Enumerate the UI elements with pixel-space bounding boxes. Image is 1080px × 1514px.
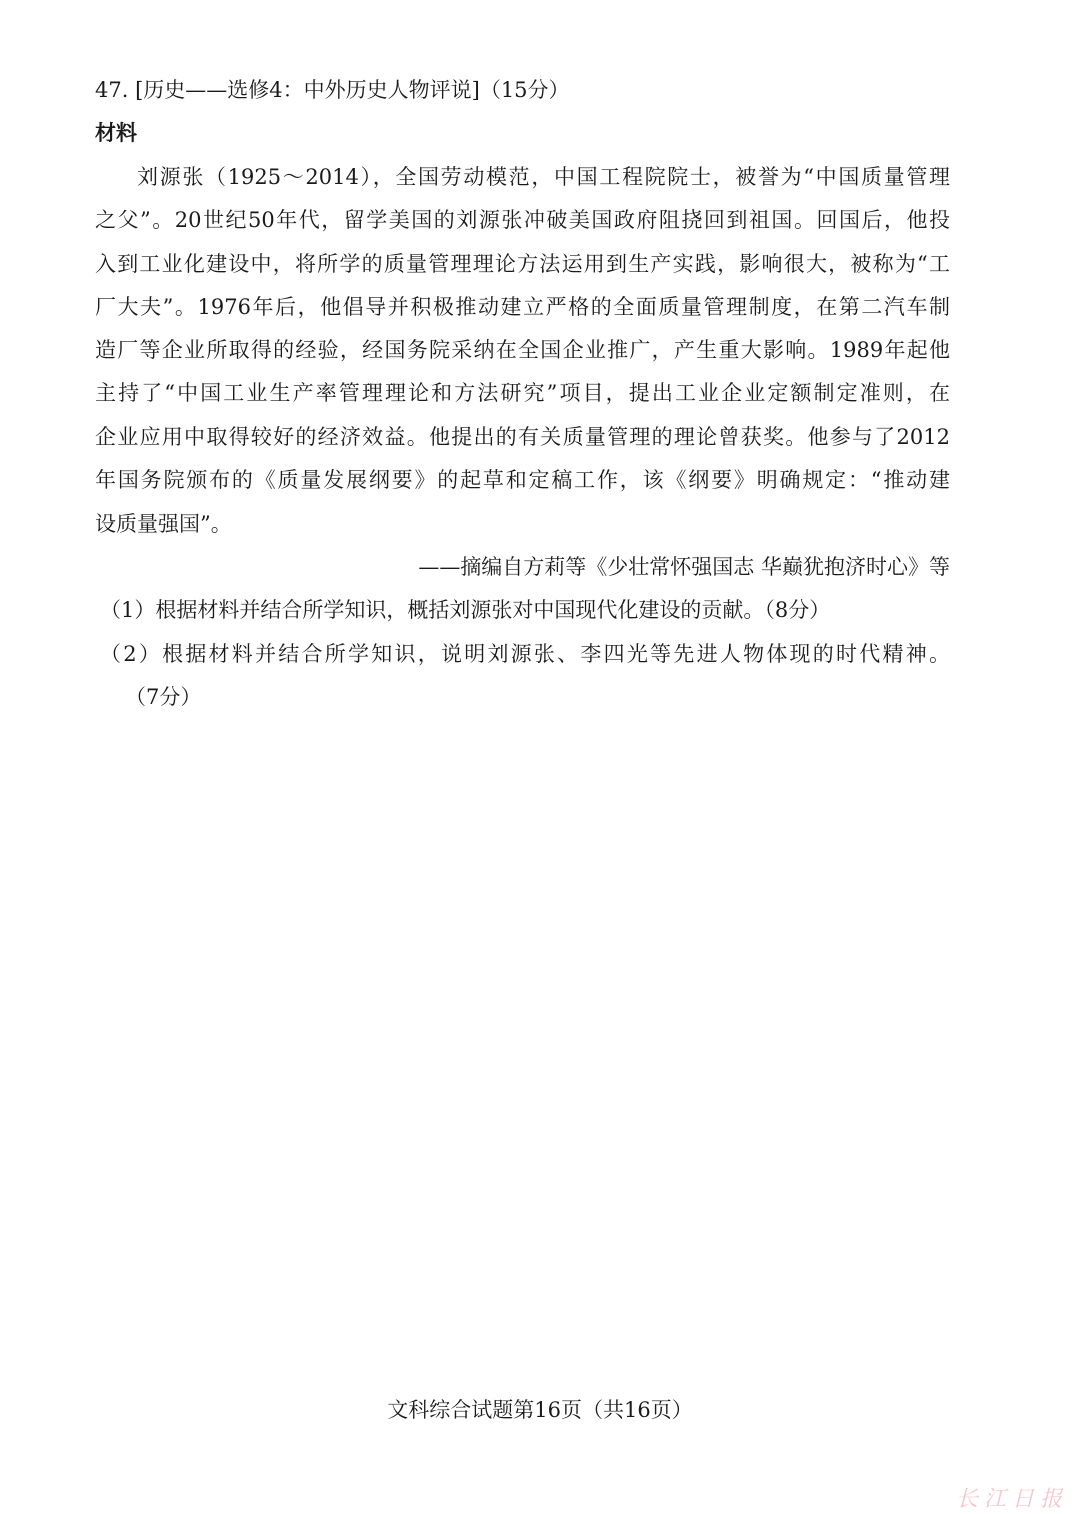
sub-question-2-score: （7分） xyxy=(125,685,202,709)
sub-question-1: （1）根据材料并结合所学知识，概括刘源张对中国现代化建设的贡献。（8分） xyxy=(100,598,831,622)
question-header: 47. [历史——选修4：中外历史人物评说]（15分） xyxy=(95,78,570,102)
watermark-logo: 长江日报 xyxy=(955,1487,1068,1512)
material-line: 造厂等企业所取得的经验，经国务院采纳在全国企业推广，产生重大影响。1989年起他 xyxy=(95,338,950,362)
material-line: 之父”。20世纪50年代，留学美国的刘源张冲破美国政府阻挠回到祖国。回国后，他投 xyxy=(95,208,950,232)
material-line: 厂大夫”。1976年后，他倡导并积极推动建立严格的全面质量管理制度，在第二汽车制 xyxy=(95,295,950,319)
material-line: 设质量强国”。 xyxy=(95,512,232,536)
page-footer: 文科综合试题第16页（共16页） xyxy=(387,1398,693,1422)
sub-question-2: （2）根据材料并结合所学知识，说明刘源张、李四光等先进人物体现的时代精神。 xyxy=(100,642,950,666)
material-line: 主持了“中国工业生产率管理理论和方法研究”项目，提出工业企业定额制定准则，在 xyxy=(95,381,950,405)
material-line: 入到工业化建设中，将所学的质量管理理论方法运用到生产实践，影响很大，被称为“工 xyxy=(95,252,950,276)
material-label: 材料 xyxy=(95,120,137,145)
material-line: 刘源张（1925～2014），全国劳动模范，中国工程院院士，被誉为“中国质量管理 xyxy=(137,165,950,189)
material-line: 年国务院颁布的《质量发展纲要》的起草和定稿工作，该《纲要》明确规定：“推动建 xyxy=(95,468,950,492)
material-source: ——摘编自方莉等《少壮常怀强国志 华巅犹抱济时心》等 xyxy=(418,555,950,579)
material-line: 企业应用中取得较好的经济效益。他提出的有关质量管理的理论曾获奖。他参与了2012 xyxy=(95,425,950,449)
